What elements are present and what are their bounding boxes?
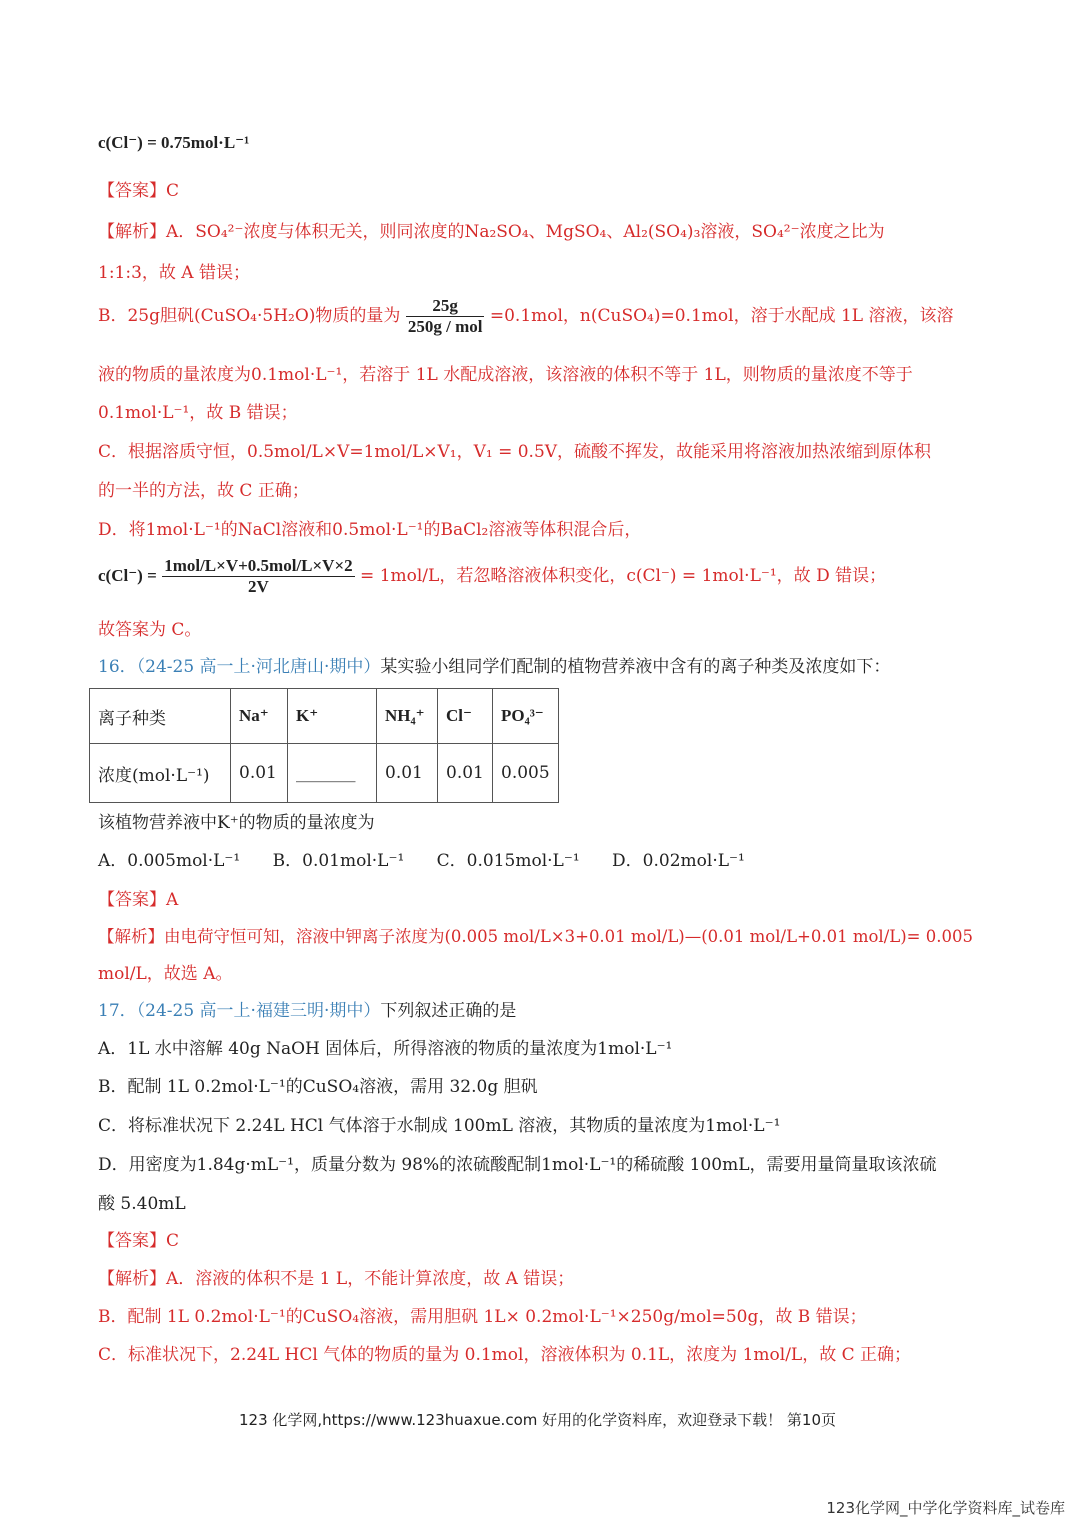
question-17-text: 下列叙述正确的是 xyxy=(380,1001,517,1021)
explain-15-b-end: =0.1mol，n(CuSO₄)=0.1mol，溶于水配成 1L 溶液，该溶 xyxy=(489,306,954,326)
question-17-number: 17． xyxy=(98,1001,137,1021)
table-cell: K⁺ xyxy=(288,689,377,744)
table-cell: 0.005 xyxy=(493,744,559,803)
explain-16-2: mol/L，故选 A。 xyxy=(98,964,233,984)
answer-15: 【答案】C xyxy=(98,181,180,201)
question-17-option-d: D．用密度为1.84g·mL⁻¹，质量分数为 98%的浓硫酸配制1mol·L⁻¹的稀硫酸 100mL，需要用量筒量取该浓硫 xyxy=(98,1155,937,1175)
question-17-option-a: A．1L 水中溶解 40g NaOH 固体后，所得溶液的物质的量浓度为1mol·L⁻¹ xyxy=(98,1039,673,1059)
explain-15-b3: 0.1mol·L⁻¹，故 B 错误； xyxy=(98,403,298,423)
explain-15-c2: 的一半的方法，故 C 正确； xyxy=(98,481,309,501)
question-16-text: 某实验小组同学们配制的植物营养液中含有的离子种类及浓度如下： xyxy=(380,657,891,677)
fraction-numerator: 25g xyxy=(406,296,485,317)
table-cell: 0.01 xyxy=(438,744,493,803)
table-cell: Cl⁻ xyxy=(438,689,493,744)
question-16-after-table: 该植物营养液中K⁺的物质的量浓度为 xyxy=(98,813,375,833)
line-c-cl: c(Cl⁻) = 0.75mol·L⁻¹ xyxy=(98,133,250,152)
table-cell: 0.01 xyxy=(377,744,438,803)
watermark-text: 123化学网_中学化学资料库_试卷库 xyxy=(826,1499,1065,1517)
explain-15-conclusion: 故答案为 C。 xyxy=(98,620,202,640)
table-cell: PO₄³⁻ xyxy=(493,689,559,744)
explain-15-d2-end: = 1mol/L，若忽略溶液体积变化，c(Cl⁻) = 1mol·L⁻¹，故 D 错误； xyxy=(360,566,887,586)
explain-17-b: B．配制 1L 0.2mol·L⁻¹的CuSO₄溶液，需用胆矾 1L× 0.2mol·L⁻¹×250g/mol=50g，故 B 错误； xyxy=(98,1307,867,1327)
question-16 xyxy=(98,652,890,677)
fraction-mixture xyxy=(162,556,354,597)
table-cell: 浓度(mol·L⁻¹) xyxy=(90,744,231,803)
question-16-number: 16． xyxy=(98,657,137,677)
question-16-source: （24-25 高一上·河北唐山·期中） xyxy=(136,657,381,677)
explain-15-b xyxy=(98,296,953,337)
explain-15-a2: 1:1:3，故 A 错误； xyxy=(98,263,250,283)
answer-17: 【答案】C xyxy=(98,1231,180,1251)
formula-c-cl: c(Cl⁻) = xyxy=(98,566,157,585)
question-17-option-b: B．配制 1L 0.2mol·L⁻¹的CuSO₄溶液，需用 32.0g 胆矾 xyxy=(98,1077,538,1097)
fraction-25g xyxy=(406,296,485,337)
question-17 xyxy=(98,996,516,1021)
explain-15-d2 xyxy=(98,556,886,597)
table-cell: _______ xyxy=(288,744,377,803)
fraction-denominator: 250g / mol xyxy=(407,317,483,336)
table-cell: 离子种类 xyxy=(90,689,231,744)
fraction-denominator: 2V xyxy=(248,577,269,596)
explain-15-a: 【解析】A．SO₄²⁻浓度与体积无关，则同浓度的Na₂SO₄、MgSO₄、Al₂(SO₄)₃溶液，SO₄²⁻浓度之比为 xyxy=(98,222,885,242)
explain-17-a: 【解析】A．溶液的体积不是 1 L，不能计算浓度，故 A 错误； xyxy=(98,1269,575,1289)
question-17-option-d2: 酸 5.40mL xyxy=(98,1194,186,1214)
question-16-options: A．0.005mol·L⁻¹ B．0.01mol·L⁻¹ C．0.015mol·L⁻¹ D．0.02mol·L⁻¹ xyxy=(98,851,745,871)
explain-17-c: C．标准状况下，2.24L HCl 气体的物质的量为 0.1mol，溶液体积为 0.1L，浓度为 1mol/L，故 C 正确； xyxy=(98,1345,912,1365)
table-row xyxy=(90,744,559,803)
explain-16: 【解析】由电荷守恒可知，溶液中钾离子浓度为(0.005 mol/L×3+0.01 mol/L)—(0.01 mol/L+0.01 mol/L)= 0.005 xyxy=(98,927,973,946)
question-17-option-c: C．将标准状况下 2.24L HCl 气体溶于水制成 100mL 溶液，其物质的量浓度为1mol·L⁻¹ xyxy=(98,1116,781,1136)
question-17-source: （24-25 高一上·福建三明·期中） xyxy=(136,1001,381,1021)
explain-15-d: D．将1mol·L⁻¹的NaCl溶液和0.5mol·L⁻¹的BaCl₂溶液等体积混合后， xyxy=(98,520,642,540)
explain-15-b-start: B．25g胆矾(CuSO₄·5H₂O)物质的量为 xyxy=(98,306,401,326)
explain-15-b2: 液的物质的量浓度为0.1mol·L⁻¹，若溶于 1L 水配成溶液，该溶液的体积不等于 1L，则物质的量浓度不等于 xyxy=(98,365,913,385)
ion-table xyxy=(89,688,559,803)
table-cell: 0.01 xyxy=(231,744,288,803)
table-cell: NH₄⁺ xyxy=(377,689,438,744)
explain-15-c: C．根据溶质守恒，0.5mol/L×V=1mol/L×V₁，V₁ = 0.5V，硫酸不挥发，故能采用将溶液加热浓缩到原体积 xyxy=(98,442,932,462)
table-row xyxy=(90,689,559,744)
table-cell: Na⁺ xyxy=(231,689,288,744)
page-footer: 123 化学网,https://www.123huaxue.com 好用的化学资料库，欢迎登录下载！ 第10页 xyxy=(238,1411,836,1429)
answer-16: 【答案】A xyxy=(98,890,179,910)
fraction-numerator: 1mol/L×V+0.5mol/L×V×2 xyxy=(164,556,353,575)
